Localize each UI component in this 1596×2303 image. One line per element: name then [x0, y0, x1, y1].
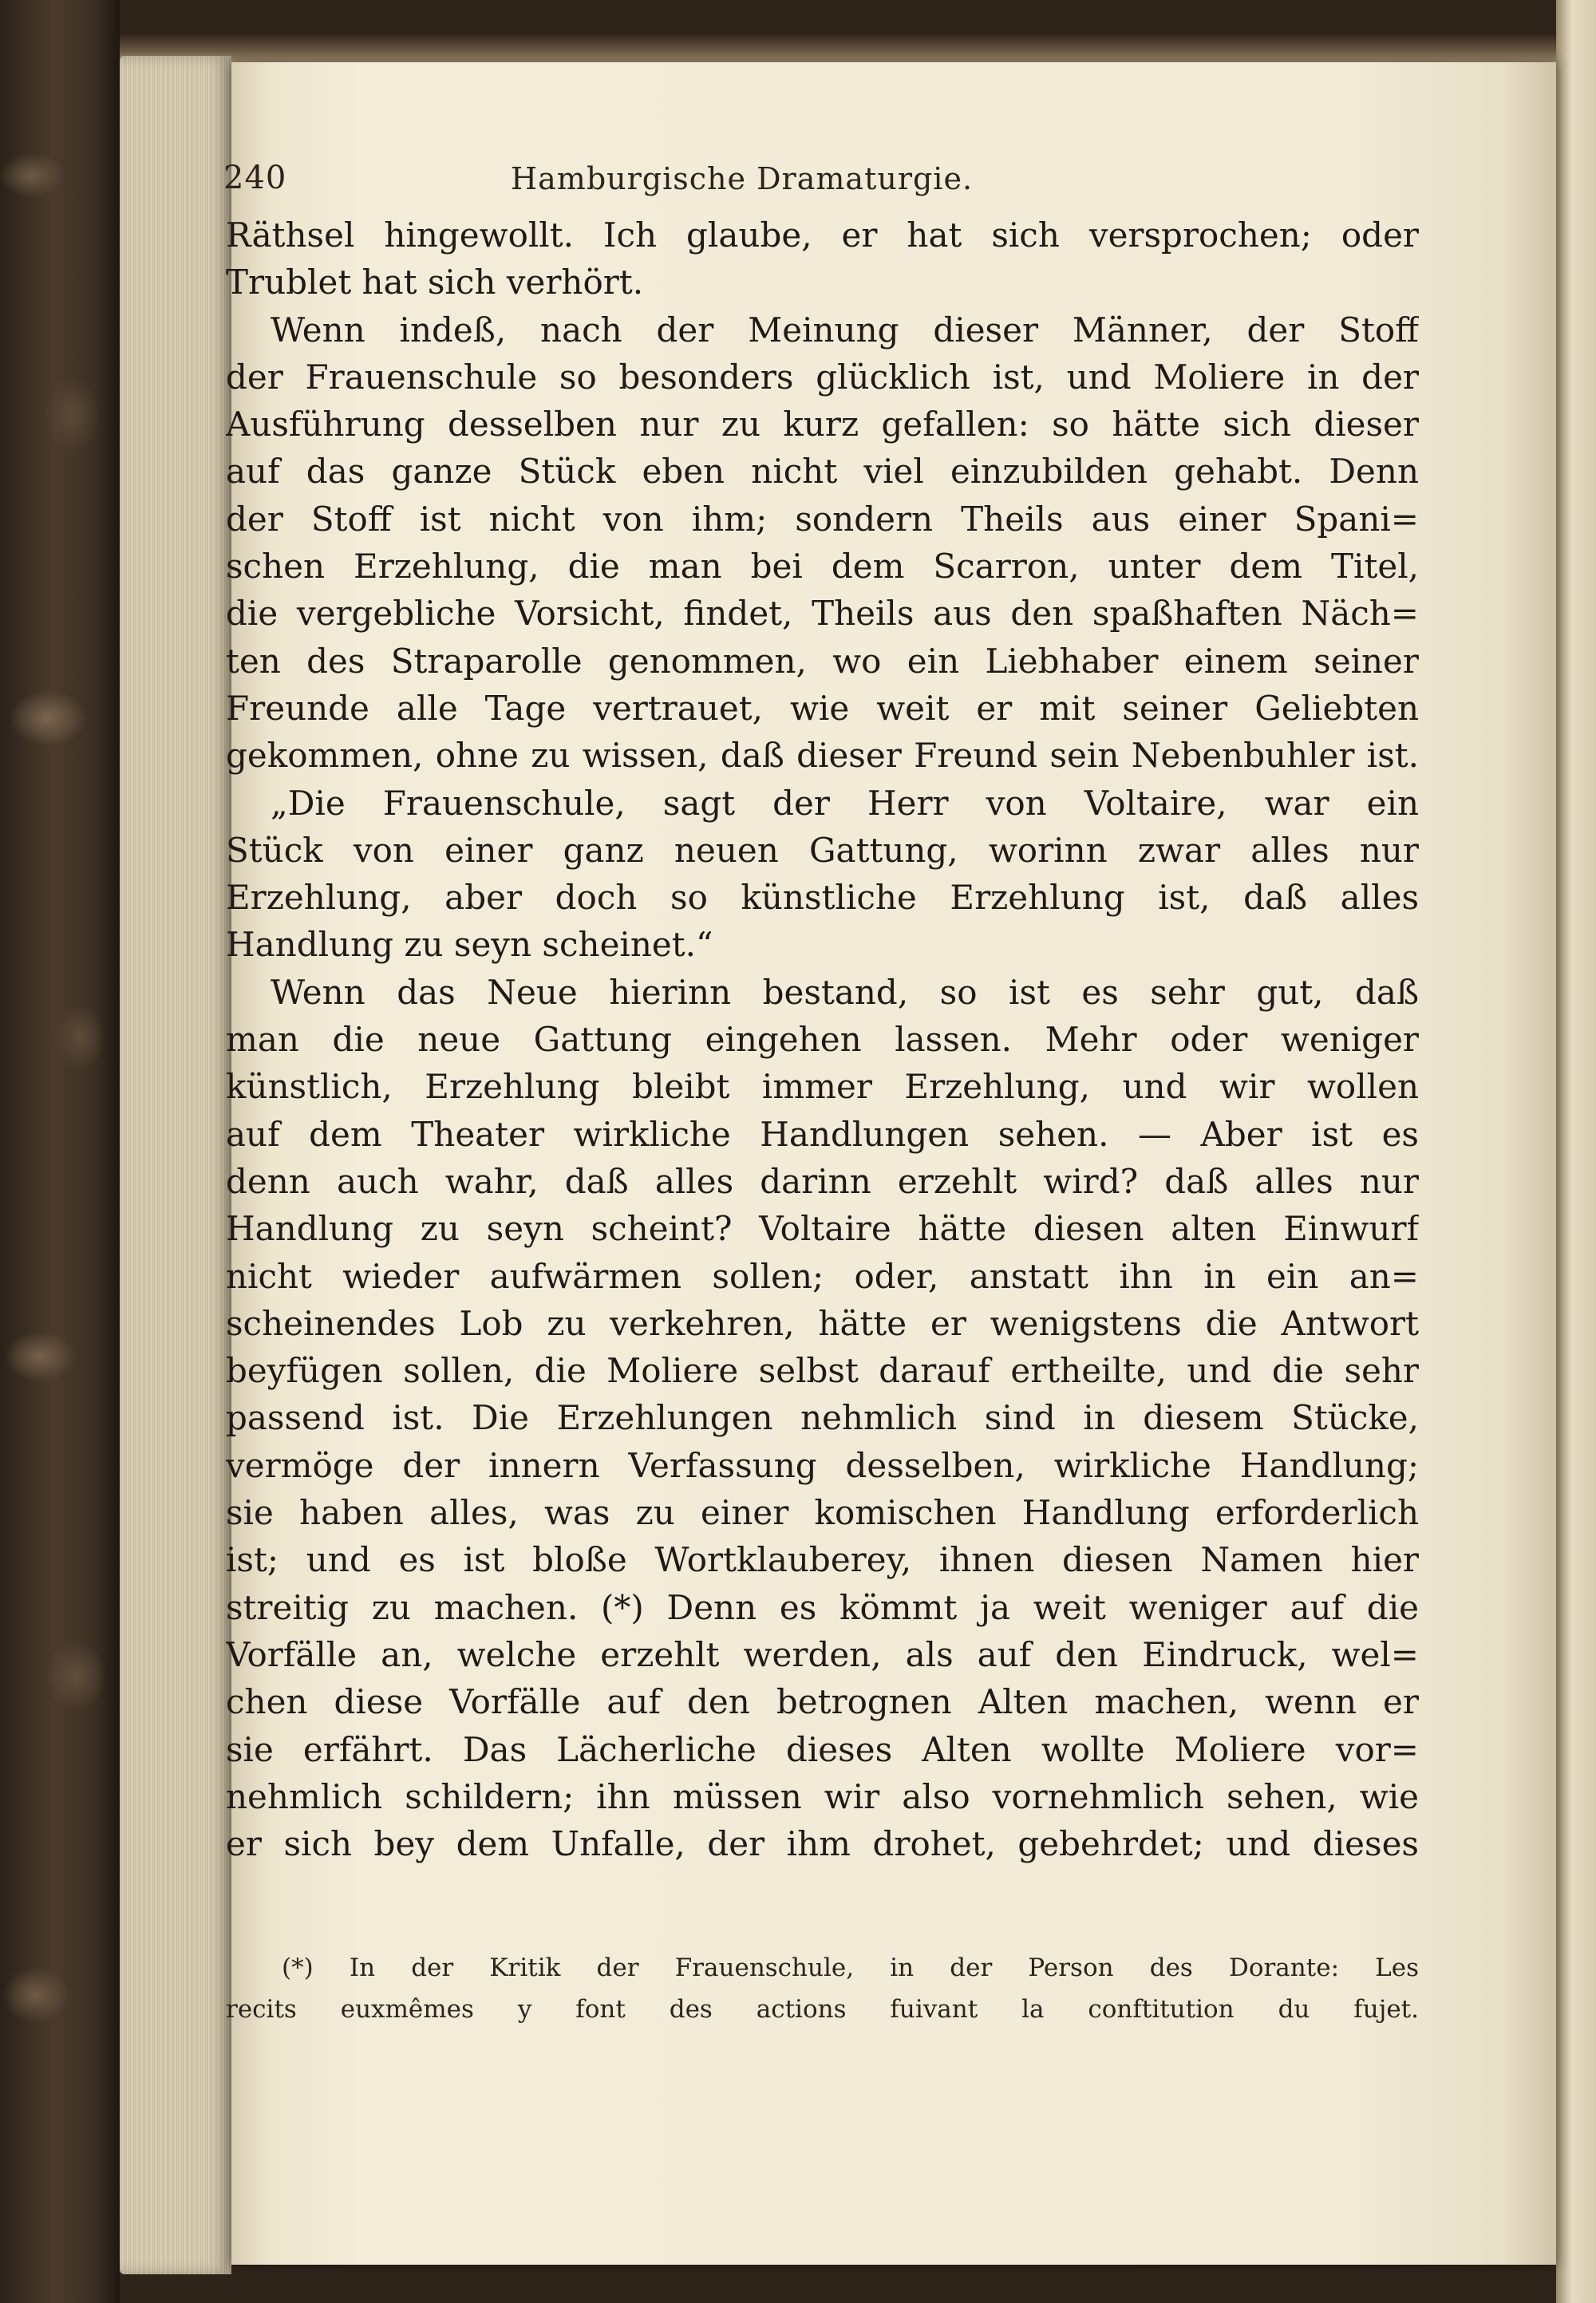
facing-page-edge	[1556, 0, 1596, 2303]
running-head	[223, 160, 1181, 207]
text-line: sie haben alles, was zu einer komischen Handlung erforderlich	[226, 1493, 1419, 1533]
text-line: sie erfährt. Das Lächerliche dieses Alten wollte Moliere vor=	[226, 1729, 1419, 1769]
text-line: Trublet hat sich verhört.	[226, 263, 644, 302]
text-line: Vorfälle an, welche erzehlt werden, als auf den Eindruck, wel=	[226, 1634, 1419, 1674]
text-line: man die neue Gattung eingehen lassen. Mehr oder weniger	[226, 1020, 1419, 1060]
top-page-edge	[120, 32, 1596, 64]
text-line: Ausführung desselben nur zu kurz gefallen: so hätte sich dieser	[226, 405, 1419, 444]
footnote-line: recits euxmêmes y font des actions fuivant la conftitution du fujet.	[226, 1995, 1419, 2024]
text-line: der Stoff ist nicht von ihm; sondern Theils aus einer Spani=	[226, 499, 1419, 539]
marbled-board	[0, 0, 120, 2303]
text-line: Wenn das Neue hierinn bestand, so ist es sehr gut, daß	[271, 972, 1419, 1012]
text-line: vermöge der innern Verfassung desselben, wirkliche Handlung;	[226, 1445, 1419, 1485]
page-stack-edges	[120, 56, 231, 2274]
text-line: Erzehlung, aber doch so künstliche Erzehlung ist, daß alles	[226, 878, 1419, 918]
text-line: passend ist. Die Erzehlungen nehmlich sind in diesem Stücke,	[226, 1398, 1419, 1438]
text-line: denn auch wahr, daß alles darinn erzehlt wird? daß alles nur	[226, 1161, 1419, 1201]
text-line: ist; und es ist bloße Wortklauberey, ihnen diesen Namen hier	[226, 1540, 1419, 1580]
text-line: auf das ganze Stück eben nicht viel einzubilden gehabt. Denn	[226, 452, 1419, 492]
text-line: scheinendes Lob zu verkehren, hätte er wenigstens die Antwort	[226, 1303, 1419, 1343]
text-line: nehmlich schildern; ihn müssen wir also vornehmlich sehen, wie	[226, 1776, 1419, 1816]
text-line: Handlung zu seyn scheinet.“	[226, 925, 713, 965]
text-line: chen diese Vorfälle auf den betrognen Alten machen, wenn er	[226, 1682, 1419, 1722]
footnote	[226, 1947, 1419, 2030]
text-line: Wenn indeß, nach der Meinung dieser Männer, der Stoff	[271, 310, 1419, 350]
text-line: beyfügen sollen, die Moliere selbst darauf ertheilte, und die sehr	[226, 1351, 1419, 1391]
text-line: künstlich, Erzehlung bleibt immer Erzehlung, und wir wollen	[226, 1067, 1419, 1107]
text-line: Freunde alle Tage vertrauet, wie weit er mit seiner Geliebten	[226, 688, 1419, 728]
text-line: er sich bey dem Unfalle, der ihm drohet, gebehrdet; und dieses	[226, 1824, 1419, 1864]
text-line: Stück von einer ganz neuen Gattung, worinn zwar alles nur	[226, 830, 1419, 870]
text-line: nicht wieder aufwärmen sollen; oder, anstatt ihn in ein an=	[226, 1256, 1419, 1296]
footnote-line: (*) In der Kritik der Frauenschule, in der Person des Dorante: Les	[282, 1953, 1419, 1982]
text-line: Handlung zu seyn scheint? Voltaire hätte diesen alten Einwurf	[226, 1209, 1419, 1249]
text-line: die vergebliche Vorsicht, findet, Theils aus den spaßhaften Näch=	[226, 594, 1419, 634]
text-line: Räthsel hingewollt. Ich glaube, er hat sich versprochen; oder	[226, 215, 1419, 255]
body-text	[226, 211, 1419, 1867]
text-line: streitig zu machen. (*) Denn es kömmt ja weit weniger auf die	[226, 1587, 1419, 1627]
text-line: schen Erzehlung, die man bei dem Scarron, unter dem Titel,	[226, 547, 1419, 587]
text-line: gekommen, ohne zu wissen, daß dieser Freund sein Nebenbuhler ist.	[226, 736, 1419, 776]
text-line: der Frauenschule so besonders glücklich ist, und Moliere in der	[226, 357, 1419, 397]
text-line: auf dem Theater wirkliche Handlungen sehen. — Aber ist es	[226, 1114, 1419, 1154]
text-line: ten des Straparolle genommen, wo ein Liebhaber einem seiner	[226, 641, 1419, 681]
page-number: 240	[223, 160, 287, 196]
text-line: „Die Frauenschule, sagt der Herr von Voltaire, war ein	[271, 783, 1419, 823]
running-title: Hamburgische Dramaturgie.	[511, 161, 974, 196]
